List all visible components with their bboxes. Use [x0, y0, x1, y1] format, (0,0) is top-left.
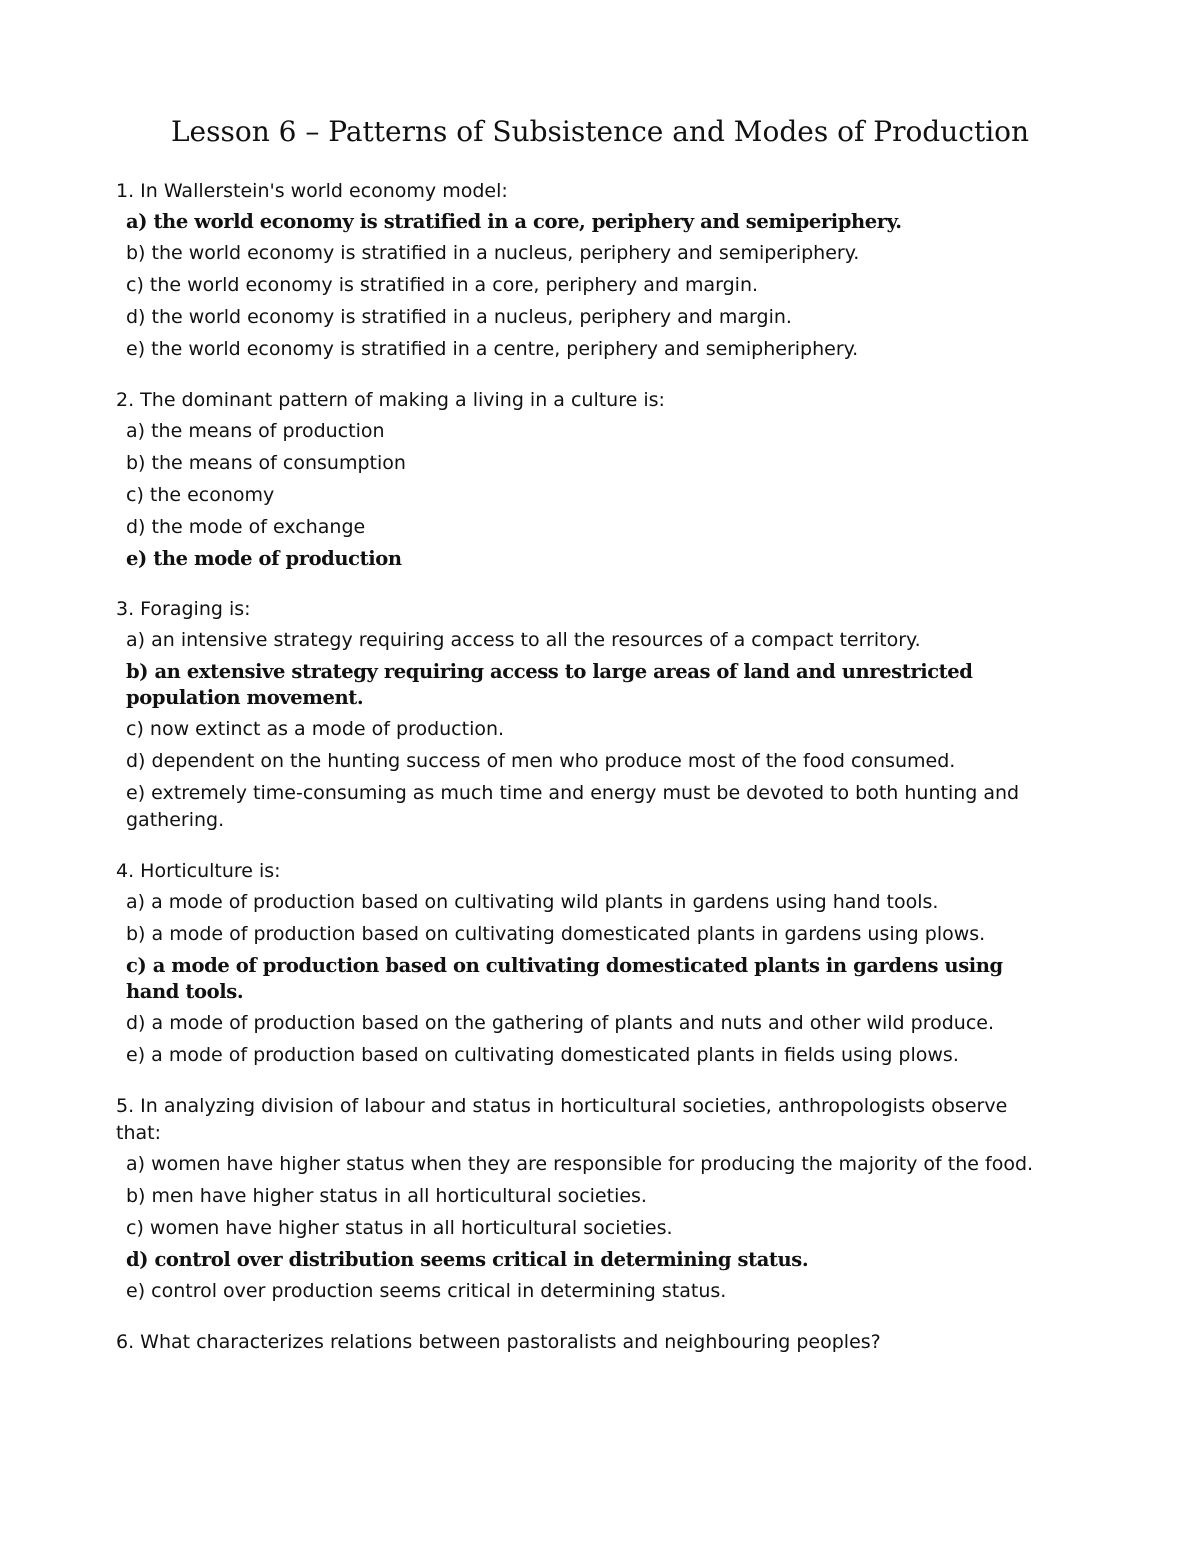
- answer-option: e) the world economy is stratified in a centre, periphery and semipheriphery.: [126, 338, 859, 360]
- answer-option: e) control over production seems critical in determining status.: [126, 1280, 727, 1302]
- question-list: [116, 178, 1056, 1380]
- answer-option-correct: e) the mode of production: [126, 547, 402, 570]
- question-stem: 3. Foraging is:: [116, 598, 251, 620]
- question-5: [116, 1093, 1056, 1305]
- answer-option: c) now extinct as a mode of production.: [126, 718, 505, 740]
- page-title: Lesson 6 – Patterns of Subsistence and Modes of Production: [170, 115, 1030, 148]
- answer-option: b) men have higher status in all horticultural societies.: [126, 1185, 647, 1207]
- answer-option: d) the world economy is stratified in a nucleus, periphery and margin.: [126, 306, 792, 328]
- question-stem: 4. Horticulture is:: [116, 860, 281, 882]
- answer-option: b) the world economy is stratified in a nucleus, periphery and semiperiphery.: [126, 242, 860, 264]
- answer-option: d) the mode of exchange: [126, 516, 366, 538]
- question-2: [116, 387, 1056, 572]
- answer-option: b) a mode of production based on cultivating domesticated plants in gardens using plows.: [126, 923, 986, 945]
- question-4: [116, 858, 1056, 1069]
- question-6: [116, 1329, 1056, 1356]
- answer-option: e) extremely time-consuming as much time and energy must be devoted to both hunting and gathering.: [126, 782, 1020, 831]
- answer-option-correct: b) an extensive strategy requiring access to large areas of land and unrestricted population movement.: [126, 660, 973, 709]
- answer-option-correct: c) a mode of production based on cultivating domesticated plants in gardens using hand tools.: [126, 954, 1003, 1003]
- answer-option: b) the means of consumption: [126, 452, 406, 474]
- answer-option: d) a mode of production based on the gathering of plants and nuts and other wild produce.: [126, 1012, 994, 1034]
- question-stem: 5. In analyzing division of labour and status in horticultural societies, anthropologists observe that:: [116, 1095, 1008, 1144]
- answer-option: a) a mode of production based on cultivating wild plants in gardens using hand tools.: [126, 891, 939, 913]
- answer-option: e) a mode of production based on cultivating domesticated plants in fields using plows.: [126, 1044, 959, 1066]
- answer-option: a) an intensive strategy requiring access to all the resources of a compact territory.: [126, 629, 921, 651]
- answer-option: c) the economy: [126, 484, 275, 506]
- question-stem: 1. In Wallerstein's world economy model:: [116, 180, 508, 202]
- question-3: [116, 596, 1056, 834]
- answer-option: c) women have higher status in all horticultural societies.: [126, 1217, 673, 1239]
- answer-option: c) the world economy is stratified in a core, periphery and margin.: [126, 274, 759, 296]
- answer-option: a) women have higher status when they are responsible for producing the majority of the food.: [126, 1153, 1034, 1175]
- question-1: [116, 178, 1056, 363]
- answer-option-correct: a) the world economy is stratified in a core, periphery and semiperiphery.: [126, 210, 902, 233]
- question-stem: 2. The dominant pattern of making a living in a culture is:: [116, 389, 665, 411]
- answer-option: a) the means of production: [126, 420, 385, 442]
- question-stem: 6. What characterizes relations between pastoralists and neighbouring peoples?: [116, 1331, 881, 1353]
- answer-option-correct: d) control over distribution seems critical in determining status.: [126, 1248, 809, 1271]
- answer-option: d) dependent on the hunting success of men who produce most of the food consumed.: [126, 750, 956, 772]
